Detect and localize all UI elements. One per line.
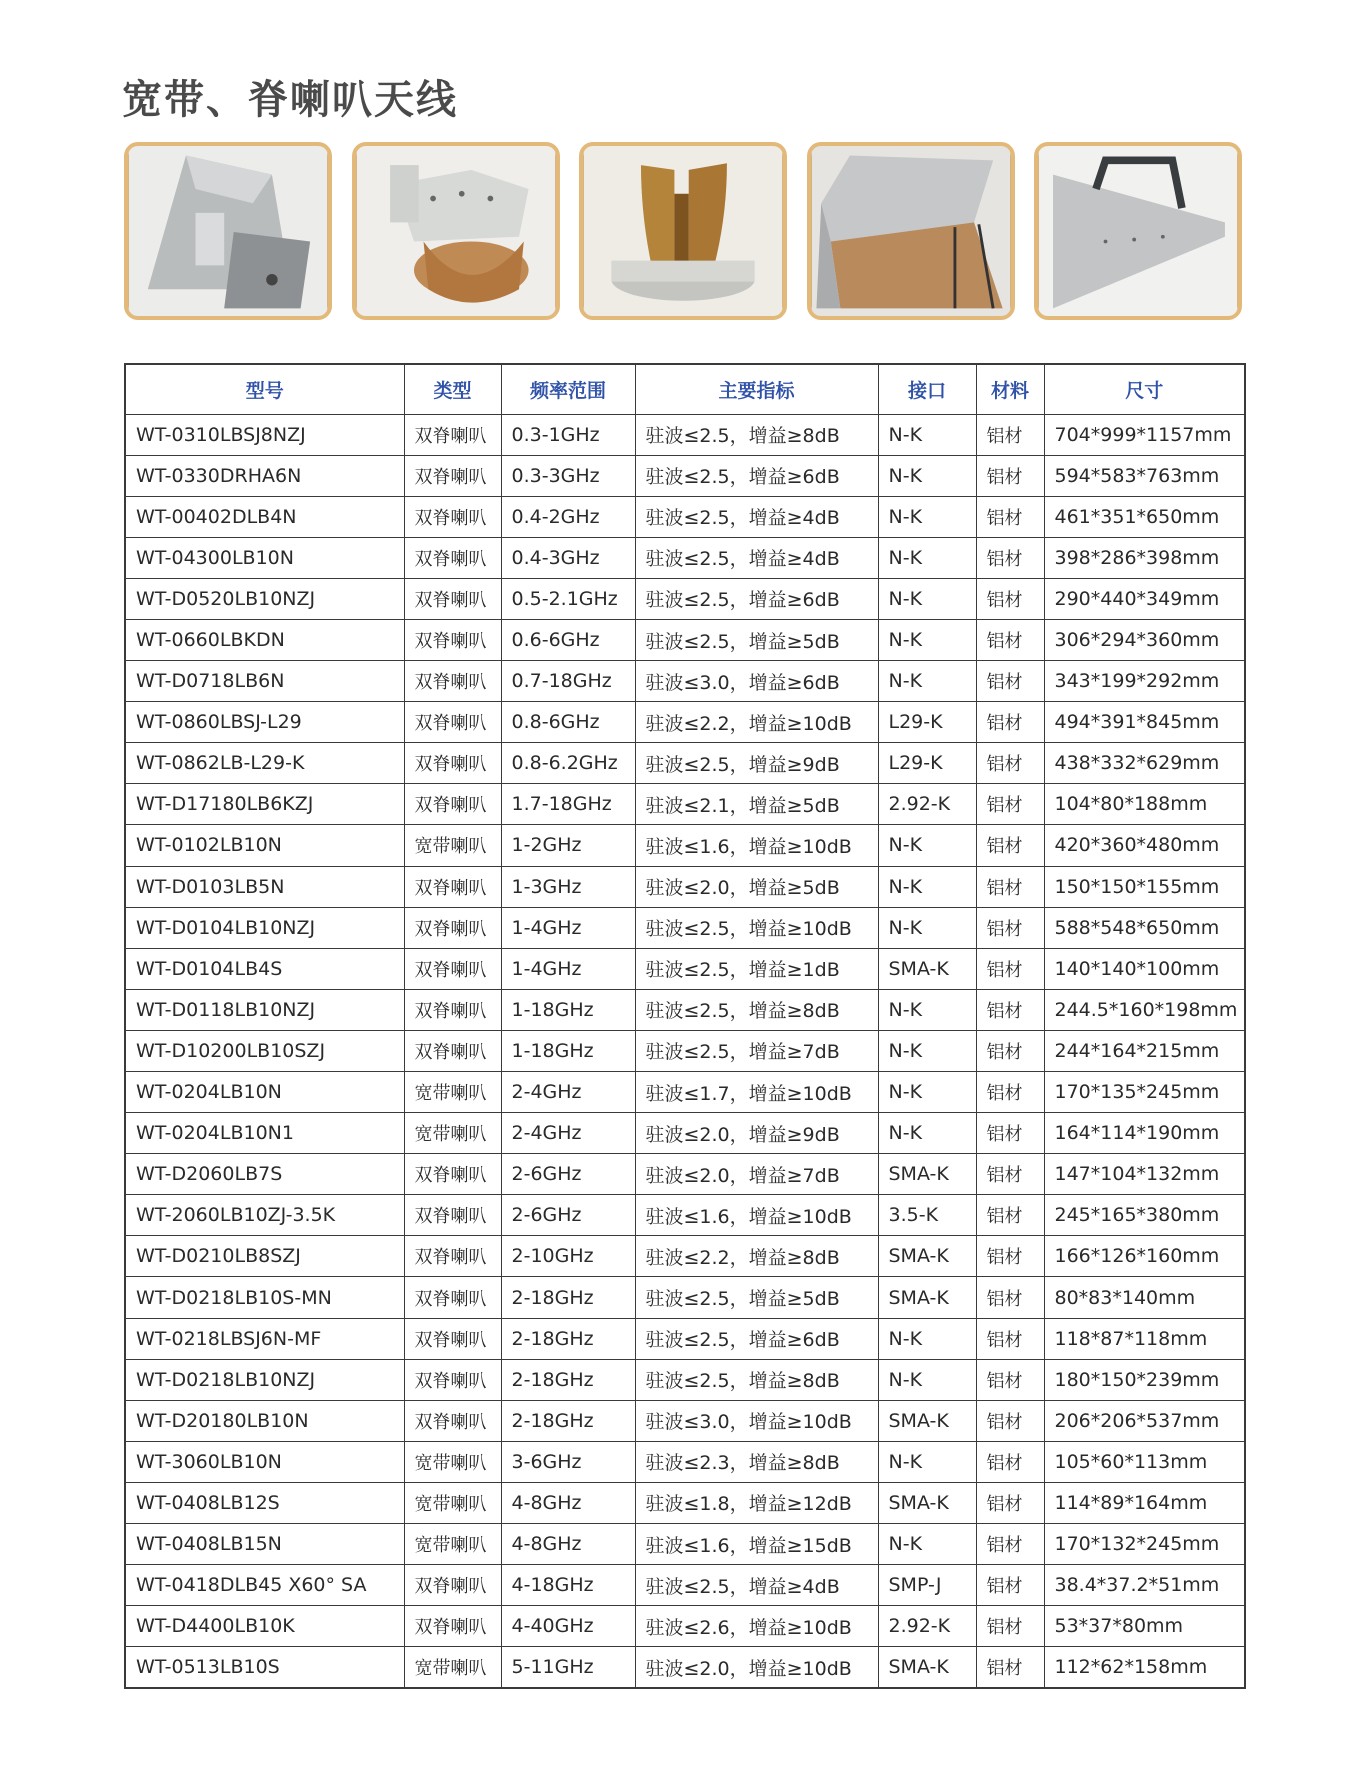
header-port: 接口 — [878, 364, 976, 414]
cell-mat: 铝材 — [976, 1318, 1044, 1359]
cell-type: 宽带喇叭 — [404, 1524, 501, 1565]
cell-type: 双脊喇叭 — [404, 1318, 501, 1359]
cell-model: WT-0408LB15N — [125, 1524, 404, 1565]
cell-freq: 1-4GHz — [501, 907, 635, 948]
cell-spec: 驻波≤1.7，增益≥10dB — [635, 1072, 878, 1113]
cell-freq: 2-18GHz — [501, 1318, 635, 1359]
cell-type: 双脊喇叭 — [404, 496, 501, 537]
cell-spec: 驻波≤3.0，增益≥6dB — [635, 661, 878, 702]
cell-port: N-K — [878, 1524, 976, 1565]
cell-freq: 0.6-6GHz — [501, 619, 635, 660]
cell-size: 118*87*118mm — [1044, 1318, 1245, 1359]
table-row — [125, 1606, 1245, 1647]
cell-model: WT-0513LB10S — [125, 1647, 404, 1688]
cell-port: SMA-K — [878, 1647, 976, 1688]
grey-horn-image — [128, 146, 328, 316]
table-row — [125, 907, 1245, 948]
cell-freq: 1-18GHz — [501, 989, 635, 1030]
cell-spec: 驻波≤2.5，增益≥6dB — [635, 455, 878, 496]
cell-type: 双脊喇叭 — [404, 907, 501, 948]
cell-mat: 铝材 — [976, 1030, 1044, 1071]
cell-model: WT-0408LB12S — [125, 1482, 404, 1523]
cell-model: WT-04300LB10N — [125, 537, 404, 578]
cell-model: WT-D20180LB10N — [125, 1400, 404, 1441]
horn-photo-2 — [352, 142, 560, 320]
horn-photo-1 — [124, 142, 332, 320]
cell-type: 双脊喇叭 — [404, 1565, 501, 1606]
cell-spec: 驻波≤2.5，增益≥7dB — [635, 1030, 878, 1071]
header-type: 类型 — [404, 364, 501, 414]
cell-port: N-K — [878, 866, 976, 907]
cell-size: 290*440*349mm — [1044, 578, 1245, 619]
wedge-horn-image — [1038, 146, 1238, 316]
cell-freq: 5-11GHz — [501, 1647, 635, 1688]
cell-model: WT-D2060LB7S — [125, 1154, 404, 1195]
cell-freq: 2-4GHz — [501, 1113, 635, 1154]
cell-size: 164*114*190mm — [1044, 1113, 1245, 1154]
header-model: 型号 — [125, 364, 404, 414]
cell-freq: 0.8-6GHz — [501, 702, 635, 743]
table-row — [125, 1113, 1245, 1154]
cell-freq: 0.8-6.2GHz — [501, 743, 635, 784]
cell-size: 494*391*845mm — [1044, 702, 1245, 743]
cell-model: WT-D17180LB6KZJ — [125, 784, 404, 825]
horn-photo-3 — [579, 142, 787, 320]
cell-port: SMA-K — [878, 948, 976, 989]
table-row — [125, 1565, 1245, 1606]
cell-model: WT-D0104LB4S — [125, 948, 404, 989]
cell-port: N-K — [878, 1030, 976, 1071]
cell-mat: 铝材 — [976, 989, 1044, 1030]
table-row — [125, 1072, 1245, 1113]
cell-freq: 3-6GHz — [501, 1441, 635, 1482]
cell-model: WT-0330DRHA6N — [125, 455, 404, 496]
header-spec: 主要指标 — [635, 364, 878, 414]
cell-spec: 驻波≤2.5，增益≥4dB — [635, 537, 878, 578]
cell-freq: 1-4GHz — [501, 948, 635, 989]
cell-port: N-K — [878, 414, 976, 455]
cell-type: 宽带喇叭 — [404, 1441, 501, 1482]
cell-size: 244*164*215mm — [1044, 1030, 1245, 1071]
cell-port: N-K — [878, 619, 976, 660]
cell-port: N-K — [878, 825, 976, 866]
table-header-row — [125, 364, 1245, 414]
cell-size: 206*206*537mm — [1044, 1400, 1245, 1441]
cell-size: 166*126*160mm — [1044, 1236, 1245, 1277]
cell-type: 双脊喇叭 — [404, 578, 501, 619]
cell-spec: 驻波≤2.5，增益≥6dB — [635, 578, 878, 619]
cell-mat: 铝材 — [976, 1195, 1044, 1236]
cell-spec: 驻波≤2.0，增益≥5dB — [635, 866, 878, 907]
cell-freq: 1-18GHz — [501, 1030, 635, 1071]
cell-freq: 2-6GHz — [501, 1195, 635, 1236]
cell-port: N-K — [878, 907, 976, 948]
cell-model: WT-2060LB10ZJ-3.5K — [125, 1195, 404, 1236]
cell-freq: 0.5-2.1GHz — [501, 578, 635, 619]
table-row — [125, 496, 1245, 537]
cell-size: 461*351*650mm — [1044, 496, 1245, 537]
cell-model: WT-D0218LB10S-MN — [125, 1277, 404, 1318]
cell-port: N-K — [878, 1318, 976, 1359]
cell-port: N-K — [878, 1113, 976, 1154]
cell-size: 150*150*155mm — [1044, 866, 1245, 907]
cell-model: WT-D10200LB10SZJ — [125, 1030, 404, 1071]
cell-type: 双脊喇叭 — [404, 784, 501, 825]
cell-port: N-K — [878, 1441, 976, 1482]
cell-type: 双脊喇叭 — [404, 414, 501, 455]
cell-model: WT-0310LBSJ8NZJ — [125, 414, 404, 455]
cell-model: WT-0218LBSJ6N-MF — [125, 1318, 404, 1359]
cell-mat: 铝材 — [976, 1154, 1044, 1195]
page-title: 宽带、脊喇叭天线 — [122, 77, 458, 123]
cell-type: 双脊喇叭 — [404, 1236, 501, 1277]
cell-freq: 1-2GHz — [501, 825, 635, 866]
table-row — [125, 455, 1245, 496]
cell-freq: 1-3GHz — [501, 866, 635, 907]
table-row — [125, 1318, 1245, 1359]
cell-port: SMA-K — [878, 1482, 976, 1523]
cell-model: WT-D0103LB5N — [125, 866, 404, 907]
cell-mat: 铝材 — [976, 1482, 1044, 1523]
table-row — [125, 1524, 1245, 1565]
cell-type: 宽带喇叭 — [404, 1482, 501, 1523]
cell-freq: 2-6GHz — [501, 1154, 635, 1195]
cell-type: 双脊喇叭 — [404, 1359, 501, 1400]
header-freq: 频率范围 — [501, 364, 635, 414]
cell-spec: 驻波≤2.0，增益≥10dB — [635, 1647, 878, 1688]
cell-spec: 驻波≤1.6，增益≥15dB — [635, 1524, 878, 1565]
header-material: 材料 — [976, 364, 1044, 414]
cell-size: 147*104*132mm — [1044, 1154, 1245, 1195]
cell-mat: 铝材 — [976, 784, 1044, 825]
cell-freq: 0.4-2GHz — [501, 496, 635, 537]
cell-size: 170*132*245mm — [1044, 1524, 1245, 1565]
cell-port: N-K — [878, 989, 976, 1030]
cell-model: WT-D0520LB10NZJ — [125, 578, 404, 619]
cell-spec: 驻波≤3.0，增益≥10dB — [635, 1400, 878, 1441]
cell-size: 398*286*398mm — [1044, 537, 1245, 578]
cell-mat: 铝材 — [976, 496, 1044, 537]
cell-size: 343*199*292mm — [1044, 661, 1245, 702]
cell-size: 104*80*188mm — [1044, 784, 1245, 825]
cell-size: 244.5*160*198mm — [1044, 989, 1245, 1030]
cell-mat: 铝材 — [976, 1647, 1044, 1688]
cell-spec: 驻波≤2.5，增益≥8dB — [635, 989, 878, 1030]
cell-model: WT-3060LB10N — [125, 1441, 404, 1482]
cell-type: 双脊喇叭 — [404, 1195, 501, 1236]
cell-port: N-K — [878, 455, 976, 496]
cell-freq: 0.3-3GHz — [501, 455, 635, 496]
cell-size: 594*583*763mm — [1044, 455, 1245, 496]
cell-spec: 驻波≤2.5，增益≥8dB — [635, 1359, 878, 1400]
cell-mat: 铝材 — [976, 1441, 1044, 1482]
cell-port: 2.92-K — [878, 784, 976, 825]
cell-type: 双脊喇叭 — [404, 1154, 501, 1195]
table-row — [125, 743, 1245, 784]
cell-model: WT-D0218LB10NZJ — [125, 1359, 404, 1400]
cell-spec: 驻波≤2.0，增益≥7dB — [635, 1154, 878, 1195]
cell-model: WT-D0104LB10NZJ — [125, 907, 404, 948]
spec-table-body — [125, 414, 1245, 1688]
cell-mat: 铝材 — [976, 1565, 1044, 1606]
cell-mat: 铝材 — [976, 1606, 1044, 1647]
cell-spec: 驻波≤2.5，增益≥5dB — [635, 619, 878, 660]
cell-mat: 铝材 — [976, 414, 1044, 455]
horn-photo-4 — [807, 142, 1015, 320]
cell-spec: 驻波≤2.5，增益≥4dB — [635, 496, 878, 537]
table-row — [125, 537, 1245, 578]
cell-freq: 0.7-18GHz — [501, 661, 635, 702]
table-row — [125, 825, 1245, 866]
table-row — [125, 948, 1245, 989]
cell-model: WT-D0210LB8SZJ — [125, 1236, 404, 1277]
cell-mat: 铝材 — [976, 1113, 1044, 1154]
cell-model: WT-D0718LB6N — [125, 661, 404, 702]
cell-mat: 铝材 — [976, 907, 1044, 948]
product-photo-strip — [124, 142, 1242, 322]
cell-size: 180*150*239mm — [1044, 1359, 1245, 1400]
large-ridged-horn-image — [811, 146, 1011, 316]
table-row — [125, 989, 1245, 1030]
cell-mat: 铝材 — [976, 825, 1044, 866]
cell-spec: 驻波≤2.5，增益≥9dB — [635, 743, 878, 784]
cell-model: WT-D4400LB10K — [125, 1606, 404, 1647]
cell-size: 140*140*100mm — [1044, 948, 1245, 989]
cell-port: N-K — [878, 1072, 976, 1113]
cell-port: SMA-K — [878, 1400, 976, 1441]
cell-mat: 铝材 — [976, 866, 1044, 907]
cell-freq: 1.7-18GHz — [501, 784, 635, 825]
cell-freq: 2-18GHz — [501, 1277, 635, 1318]
cell-freq: 4-40GHz — [501, 1606, 635, 1647]
gold-ridge-horn-image — [583, 146, 783, 316]
table-row — [125, 784, 1245, 825]
cell-type: 宽带喇叭 — [404, 1072, 501, 1113]
cell-freq: 4-18GHz — [501, 1565, 635, 1606]
cell-spec: 驻波≤2.5，增益≥4dB — [635, 1565, 878, 1606]
cell-model: WT-0204LB10N1 — [125, 1113, 404, 1154]
cell-freq: 2-18GHz — [501, 1400, 635, 1441]
cell-freq: 0.3-1GHz — [501, 414, 635, 455]
cell-size: 704*999*1157mm — [1044, 414, 1245, 455]
cell-spec: 驻波≤2.5，增益≥8dB — [635, 414, 878, 455]
cell-type: 双脊喇叭 — [404, 989, 501, 1030]
cell-model: WT-0862LB-L29-K — [125, 743, 404, 784]
cell-spec: 驻波≤2.1，增益≥5dB — [635, 784, 878, 825]
cell-spec: 驻波≤2.0，增益≥9dB — [635, 1113, 878, 1154]
table-row — [125, 1154, 1245, 1195]
table-row — [125, 1236, 1245, 1277]
table-row — [125, 414, 1245, 455]
table-row — [125, 1441, 1245, 1482]
cell-type: 宽带喇叭 — [404, 1113, 501, 1154]
cell-type: 双脊喇叭 — [404, 661, 501, 702]
header-size: 尺寸 — [1044, 364, 1245, 414]
cell-freq: 0.4-3GHz — [501, 537, 635, 578]
table-row — [125, 619, 1245, 660]
cell-freq: 2-10GHz — [501, 1236, 635, 1277]
cell-port: 3.5-K — [878, 1195, 976, 1236]
cell-port: SMP-J — [878, 1565, 976, 1606]
cell-port: N-K — [878, 537, 976, 578]
cell-size: 114*89*164mm — [1044, 1482, 1245, 1523]
cell-mat: 铝材 — [976, 743, 1044, 784]
cell-port: SMA-K — [878, 1277, 976, 1318]
cell-mat: 铝材 — [976, 1359, 1044, 1400]
cell-spec: 驻波≤1.6，增益≥10dB — [635, 1195, 878, 1236]
cell-type: 双脊喇叭 — [404, 1030, 501, 1071]
cell-spec: 驻波≤2.5，增益≥6dB — [635, 1318, 878, 1359]
cell-type: 宽带喇叭 — [404, 1647, 501, 1688]
cell-spec: 驻波≤2.6，增益≥10dB — [635, 1606, 878, 1647]
cell-type: 双脊喇叭 — [404, 743, 501, 784]
cell-type: 双脊喇叭 — [404, 702, 501, 743]
cell-mat: 铝材 — [976, 1236, 1044, 1277]
cell-mat: 铝材 — [976, 578, 1044, 619]
cell-port: N-K — [878, 578, 976, 619]
cell-type: 宽带喇叭 — [404, 825, 501, 866]
spec-table — [124, 363, 1246, 1689]
cell-freq: 4-8GHz — [501, 1482, 635, 1523]
cell-mat: 铝材 — [976, 1400, 1044, 1441]
cell-mat: 铝材 — [976, 1277, 1044, 1318]
cell-size: 53*37*80mm — [1044, 1606, 1245, 1647]
cell-port: 2.92-K — [878, 1606, 976, 1647]
cell-mat: 铝材 — [976, 619, 1044, 660]
cell-mat: 铝材 — [976, 1524, 1044, 1565]
cell-spec: 驻波≤2.5，增益≥10dB — [635, 907, 878, 948]
cell-type: 双脊喇叭 — [404, 455, 501, 496]
cell-size: 80*83*140mm — [1044, 1277, 1245, 1318]
table-row — [125, 702, 1245, 743]
table-row — [125, 661, 1245, 702]
cell-model: WT-0660LBKDN — [125, 619, 404, 660]
cell-spec: 驻波≤2.5，增益≥5dB — [635, 1277, 878, 1318]
table-row — [125, 578, 1245, 619]
cell-type: 双脊喇叭 — [404, 1277, 501, 1318]
cell-mat: 铝材 — [976, 948, 1044, 989]
table-row — [125, 1277, 1245, 1318]
cell-port: SMA-K — [878, 1236, 976, 1277]
cell-port: SMA-K — [878, 1154, 976, 1195]
cell-spec: 驻波≤2.2，增益≥8dB — [635, 1236, 878, 1277]
cell-type: 双脊喇叭 — [404, 537, 501, 578]
cell-type: 双脊喇叭 — [404, 619, 501, 660]
cell-freq: 4-8GHz — [501, 1524, 635, 1565]
table-row — [125, 1482, 1245, 1523]
cell-size: 245*165*380mm — [1044, 1195, 1245, 1236]
cell-size: 438*332*629mm — [1044, 743, 1245, 784]
cell-port: N-K — [878, 1359, 976, 1400]
cell-mat: 铝材 — [976, 1072, 1044, 1113]
cell-port: N-K — [878, 496, 976, 537]
cell-port: L29-K — [878, 702, 976, 743]
cell-type: 双脊喇叭 — [404, 948, 501, 989]
cell-size: 170*135*245mm — [1044, 1072, 1245, 1113]
table-row — [125, 866, 1245, 907]
cell-freq: 2-4GHz — [501, 1072, 635, 1113]
cell-size: 420*360*480mm — [1044, 825, 1245, 866]
table-row — [125, 1195, 1245, 1236]
cell-model: WT-D0118LB10NZJ — [125, 989, 404, 1030]
cell-size: 105*60*113mm — [1044, 1441, 1245, 1482]
table-row — [125, 1359, 1245, 1400]
cell-model: WT-0860LBSJ-L29 — [125, 702, 404, 743]
cell-type: 双脊喇叭 — [404, 1606, 501, 1647]
cell-size: 588*548*650mm — [1044, 907, 1245, 948]
cell-size: 38.4*37.2*51mm — [1044, 1565, 1245, 1606]
cell-size: 112*62*158mm — [1044, 1647, 1245, 1688]
cell-mat: 铝材 — [976, 455, 1044, 496]
table-row — [125, 1030, 1245, 1071]
cell-port: N-K — [878, 661, 976, 702]
cell-mat: 铝材 — [976, 661, 1044, 702]
cell-spec: 驻波≤1.8，增益≥12dB — [635, 1482, 878, 1523]
cell-model: WT-0418DLB45 X60° SA — [125, 1565, 404, 1606]
cell-mat: 铝材 — [976, 537, 1044, 578]
copper-flare-horn-image — [356, 146, 556, 316]
horn-photo-5 — [1034, 142, 1242, 320]
cell-spec: 驻波≤2.3，增益≥8dB — [635, 1441, 878, 1482]
cell-spec: 驻波≤2.2，增益≥10dB — [635, 702, 878, 743]
cell-model: WT-00402DLB4N — [125, 496, 404, 537]
cell-type: 双脊喇叭 — [404, 866, 501, 907]
cell-spec: 驻波≤2.5，增益≥1dB — [635, 948, 878, 989]
cell-model: WT-0102LB10N — [125, 825, 404, 866]
table-row — [125, 1400, 1245, 1441]
cell-model: WT-0204LB10N — [125, 1072, 404, 1113]
cell-freq: 2-18GHz — [501, 1359, 635, 1400]
cell-type: 双脊喇叭 — [404, 1400, 501, 1441]
cell-mat: 铝材 — [976, 702, 1044, 743]
cell-port: L29-K — [878, 743, 976, 784]
table-row — [125, 1647, 1245, 1688]
cell-size: 306*294*360mm — [1044, 619, 1245, 660]
cell-spec: 驻波≤1.6，增益≥10dB — [635, 825, 878, 866]
